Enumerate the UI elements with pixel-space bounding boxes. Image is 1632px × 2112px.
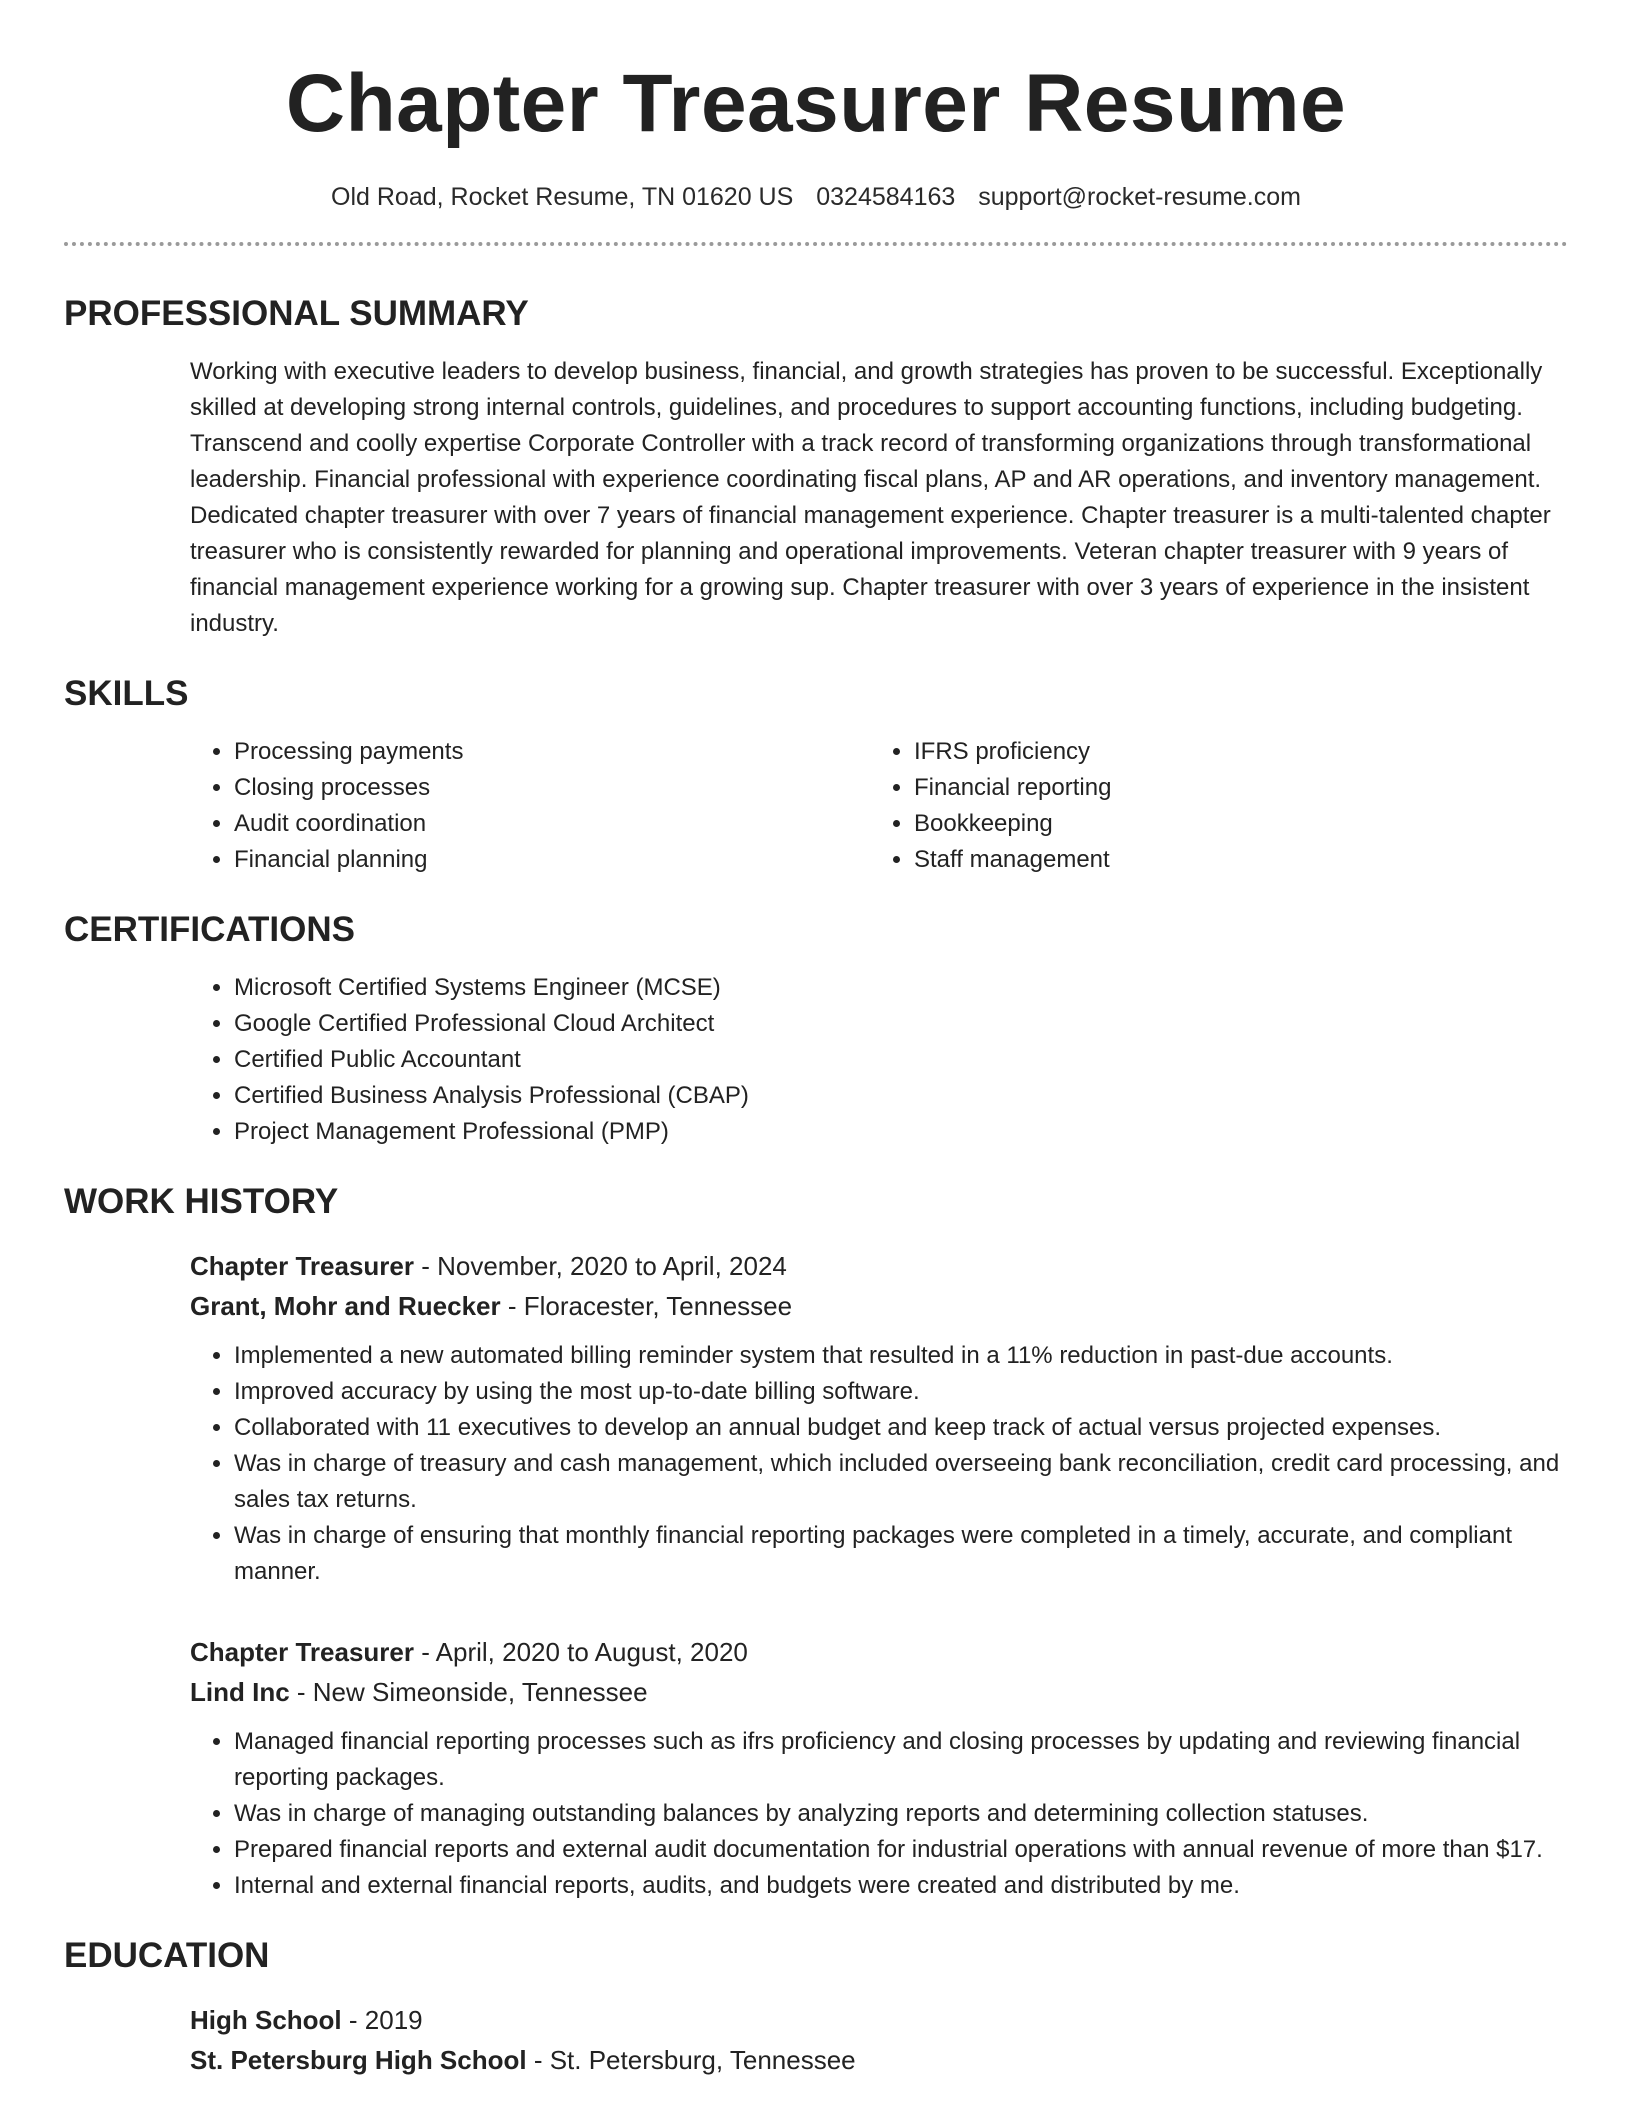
- education-heading: EDUCATION: [64, 1936, 270, 1975]
- job-bullet: • Was in charge of treasury and cash management, which included overseeing bank reconciliation, credit card processing, and sales tax returns.: [234, 1446, 1568, 1518]
- education-section: [64, 1934, 1568, 2080]
- contact-phone: 0324584163: [816, 183, 956, 211]
- job-title: Chapter Treasurer: [190, 1637, 414, 1667]
- job-bullets: [190, 1338, 1568, 1590]
- education-entry: [190, 2000, 1568, 2080]
- summary-text: Working with executive leaders to develop business, financial, and growth strategies has proven to be successful. Exceptionally skilled at developing strong internal controls, guidelines, and procedures to support accounting functions, including budgeting. Transcend and coolly expertise Corporate Controller with a track record of transforming organizations through transformational leadership. Financial professional with experience coordinating fiscal plans, AP and AR operations, and inventory management. Dedicated chapter treasurer with over 7 years of financial management experience. Chapter treasurer is a multi-talented chapter treasurer who is consistently rewarded for planning and operational improvements. Veteran chapter treasurer with 9 years of financial management experience working for a growing sup. Chapter treasurer with over 3 years of experience in the insistent industry.: [190, 358, 1551, 637]
- job-bullet: • Managed financial reporting processes such as ifrs proficiency and closing processes by updating and reviewing financial reporting packages.: [234, 1724, 1568, 1796]
- certification-item: • Google Certified Professional Cloud Architect: [234, 1006, 1568, 1042]
- certification-item: • Project Management Professional (PMP): [234, 1114, 1568, 1150]
- job-company-line: [190, 1672, 1568, 1712]
- skills-grid: [190, 734, 1568, 878]
- certifications-section: [64, 908, 1568, 1150]
- job-location: - Floracester, Tennessee: [500, 1291, 793, 1321]
- certifications-heading: CERTIFICATIONS: [64, 910, 356, 949]
- certification-item: • Certified Business Analysis Professional (CBAP): [234, 1078, 1568, 1114]
- job-bullet: • Collaborated with 11 executives to develop an annual budget and keep track of actual versus projected expenses.: [234, 1410, 1568, 1446]
- summary-heading: PROFESSIONAL SUMMARY: [64, 294, 529, 333]
- education-location: - St. Petersburg, Tennessee: [526, 2045, 856, 2075]
- job-bullet: • Internal and external financial reports, audits, and budgets were created and distributed by me.: [234, 1868, 1568, 1904]
- job-entry: [190, 1246, 1568, 1590]
- skills-section: [64, 672, 1568, 878]
- education-school: St. Petersburg High School: [190, 2045, 527, 2075]
- skill-item: • Processing payments: [234, 734, 870, 770]
- work-history-heading: WORK HISTORY: [64, 1182, 339, 1221]
- contact-address: Old Road, Rocket Resume, TN 01620 US: [331, 183, 794, 211]
- resume-title: Chapter Treasurer Resume: [285, 58, 1347, 149]
- certifications-list: [190, 970, 1568, 1150]
- contact-email: support@rocket-resume.com: [978, 183, 1301, 211]
- job-title-line: [190, 1632, 1568, 1672]
- job-title: Chapter Treasurer: [190, 1251, 414, 1281]
- skill-item: • Bookkeeping: [914, 806, 1550, 842]
- skill-item: • Audit coordination: [234, 806, 870, 842]
- skills-list-left: [190, 734, 870, 878]
- skills-heading: SKILLS: [64, 674, 189, 713]
- skills-list-right: [870, 734, 1550, 878]
- skill-item: • Financial reporting: [914, 770, 1550, 806]
- skill-item: • IFRS proficiency: [914, 734, 1550, 770]
- job-company: Grant, Mohr and Ruecker: [190, 1291, 501, 1321]
- job-bullet: • Improved accuracy by using the most up-to-date billing software.: [234, 1374, 1568, 1410]
- job-company-line: [190, 1286, 1568, 1326]
- summary-section: [64, 292, 1568, 642]
- education-degree: High School: [190, 2005, 342, 2035]
- skill-item: • Staff management: [914, 842, 1550, 878]
- certification-item: • Microsoft Certified Systems Engineer (MCSE): [234, 970, 1568, 1006]
- job-bullet: • Implemented a new automated billing reminder system that resulted in a 11% reduction in past-due accounts.: [234, 1338, 1568, 1374]
- job-bullet: • Prepared financial reports and external audit documentation for industrial operations with annual revenue of more than $17.: [234, 1832, 1568, 1868]
- job-title-line: [190, 1246, 1568, 1286]
- job-company: Lind Inc: [190, 1677, 290, 1707]
- skill-item: • Financial planning: [234, 842, 870, 878]
- certification-item: • Certified Public Accountant: [234, 1042, 1568, 1078]
- job-location: - New Simeonside, Tennessee: [289, 1677, 648, 1707]
- job-dates: - November, 2020 to April, 2024: [413, 1251, 787, 1281]
- education-degree-line: [190, 2000, 1568, 2040]
- job-entry: [190, 1632, 1568, 1904]
- contact-line: [64, 180, 1568, 214]
- job-bullet: • Was in charge of ensuring that monthly financial reporting packages were completed in a timely, accurate, and compliant manner.: [234, 1518, 1568, 1590]
- job-dates: - April, 2020 to August, 2020: [413, 1637, 748, 1667]
- education-year: - 2019: [341, 2005, 423, 2035]
- job-bullet: • Was in charge of managing outstanding balances by analyzing reports and determining collection statuses.: [234, 1796, 1568, 1832]
- work-history-section: [64, 1180, 1568, 1904]
- resume-header: [64, 0, 1568, 214]
- skill-item: • Closing processes: [234, 770, 870, 806]
- education-school-line: [190, 2040, 1568, 2080]
- header-divider: [64, 242, 1568, 246]
- job-bullets: [190, 1724, 1568, 1904]
